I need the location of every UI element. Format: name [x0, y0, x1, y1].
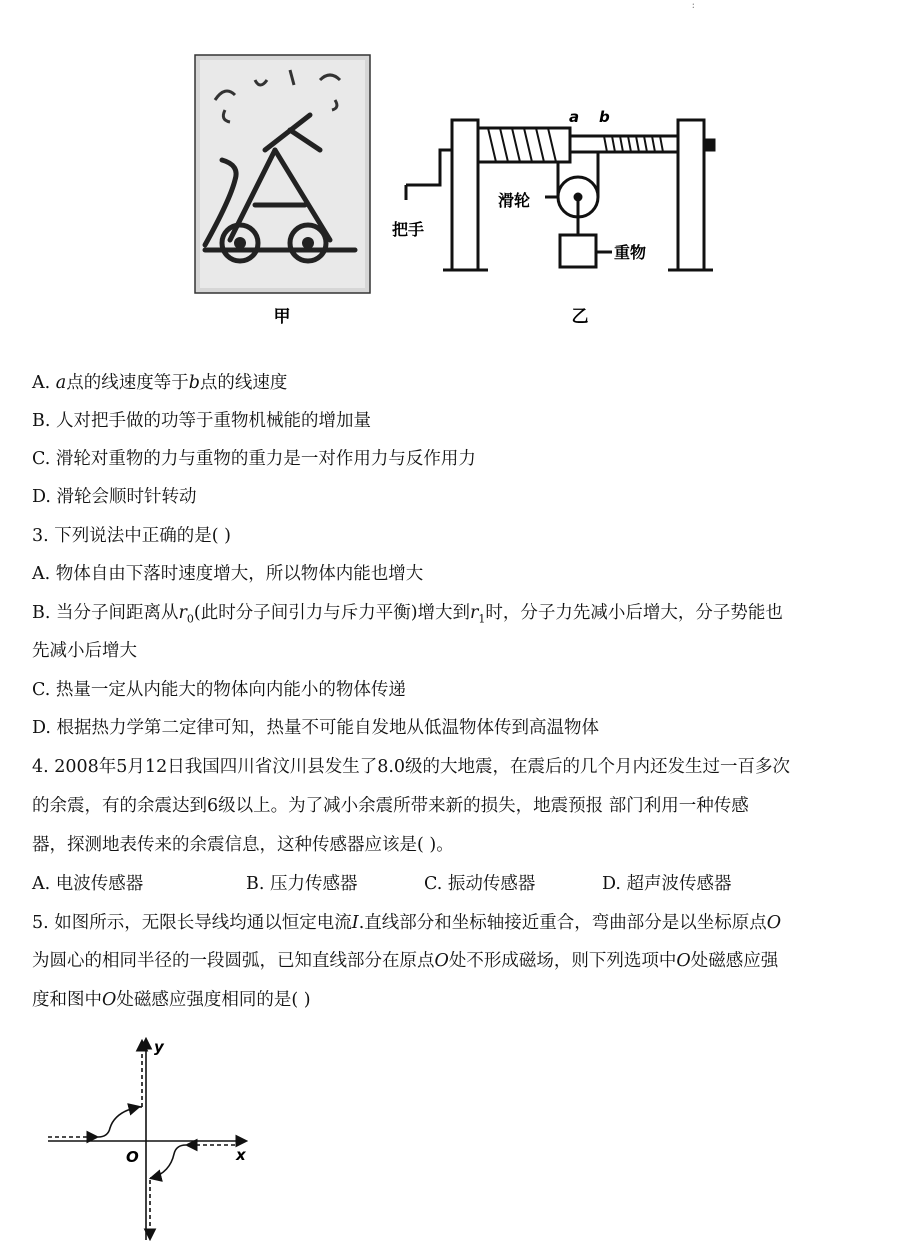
q4-option-a: A. 电波传感器 — [32, 874, 144, 894]
top-figure-svg — [0, 0, 900, 340]
label-pulley: 滑轮 — [498, 191, 531, 210]
q3-stem: 3. 下列说法中正确的是( ) — [32, 526, 231, 546]
q4-line2: 的余震，有的余震达到6级以上。为了减小余震所带来新的损失，地震预报 部门利用一种传感 — [32, 796, 749, 816]
q5-line2: 为圆心的相同半径的一段圆弧，已知直线部分在原点O处不形成磁场，则下列选项中O处磁感应强 — [32, 951, 779, 971]
label-weight: 重物 — [614, 243, 647, 262]
label-jia: 甲 — [273, 307, 291, 327]
label-x: x — [236, 1146, 246, 1164]
rope-coils — [488, 128, 663, 162]
q4-line3: 器，探测地表传来的余震信息，这种传感器应该是( )。 — [32, 835, 454, 855]
q4-line1: 4. 2008年5月12日我国四川省汶川县发生了8.0级的大地震，在震后的几个月内还发生过一百多次 — [32, 757, 791, 777]
q3-option-b-line2: 先减小后增大 — [32, 641, 137, 661]
q2-option-b: B. 人对把手做的功等于重物机械能的增加量 — [32, 411, 371, 431]
q3-option-b: B. 当分子间距离从$r_0$(此时分子间引力与斥力平衡)增大到$r_1$时，分子力先减小后增大，分子势能也 — [32, 603, 783, 626]
q2-option-a: A. a点的线速度等于b点的线速度 — [32, 373, 288, 393]
q2-option-d: D. 滑轮会顺时针转动 — [32, 487, 197, 507]
q5-line1: 5. 如图所示，无限长导线均通以恒定电流I.直线部分和坐标轴接近重合，弯曲部分是以坐标原点O — [32, 913, 782, 933]
photo-jia — [195, 55, 370, 293]
label-handle: 把手 — [392, 220, 425, 239]
label-b: b — [599, 108, 610, 126]
schematic-yi — [406, 120, 714, 270]
q2-option-c: C. 滑轮对重物的力与重物的重力是一对作用力与反作用力 — [32, 449, 476, 469]
wire-upper — [48, 1042, 142, 1137]
label-a: a — [569, 108, 580, 126]
q3-option-a: A. 物体自由下落时速度增大，所以物体内能也增大 — [32, 564, 424, 584]
top-figure — [0, 0, 900, 340]
corner-mark: : — [691, 0, 695, 11]
label-yi: 乙 — [571, 307, 589, 327]
label-y: y — [154, 1038, 164, 1056]
q5-figure — [40, 1030, 270, 1245]
q3-option-d: D. 根据热力学第二定律可知，热量不可能自发地从低温物体传到高温物体 — [32, 718, 600, 738]
q3-option-c: C. 热量一定从内能大的物体向内能小的物体传递 — [32, 680, 406, 700]
q5-line3: 度和图中O处磁感应强度相同的是( ) — [32, 990, 311, 1010]
q4-option-b: B. 压力传感器 — [246, 874, 358, 894]
label-origin: O — [126, 1148, 139, 1166]
q4-option-d: D. 超声波传感器 — [602, 874, 732, 894]
q4-option-c: C. 振动传感器 — [424, 874, 536, 894]
wire-lower — [150, 1145, 235, 1238]
